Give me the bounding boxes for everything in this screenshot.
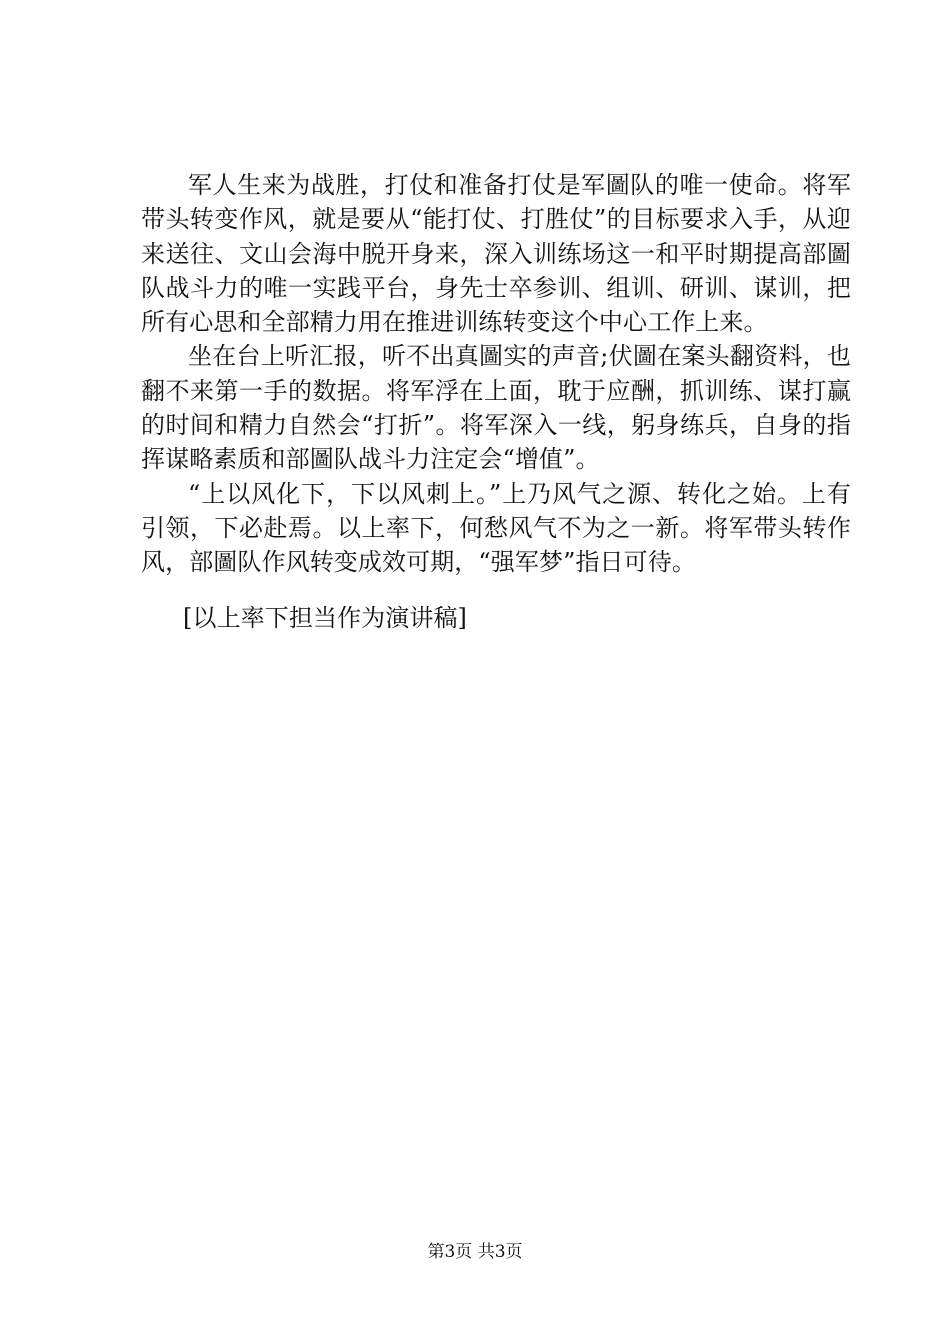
paragraph-1: 军人生来为战胜，打仗和准备打仗是军圖队的唯一使命。将军带头转变作风，就是要从“能打仗、打胜仗”的目标要求入手，从迎来送往、文山会海中脱开身来，深入训练场这一和平时期提高部圖队战斗力的唯一实践平台，身先士卒参训、组训、研训、谋训，把所有心思和全部精力用在推进训练转变这个中心工作上来。 [141,171,851,337]
page-footer: 第3页 共3页 [427,1242,523,1262]
source-note: [以上率下担当作为演讲稿] [183,604,468,632]
paragraph-2: 坐在台上听汇报，听不出真圖实的声音;伏圖在案头翻资料，也翻不来第一手的数据。将军浮在上面，耽于应酬，抓训练、谋打赢的时间和精力自然会“打折”。将军深入一线，躬身练兵，自身的指挥谋略素质和部圖队战斗力注定会“增值”。 [141,342,851,474]
paragraph-3: “上以风化下，下以风刺上。”上乃风气之源、转化之始。上有引领，下必赴焉。以上率下，何愁风气不为之一新。将军带头转作风，部圖队作风转变成效可期，“强军梦”指日可待。 [141,479,851,577]
document-body [141,168,851,580]
